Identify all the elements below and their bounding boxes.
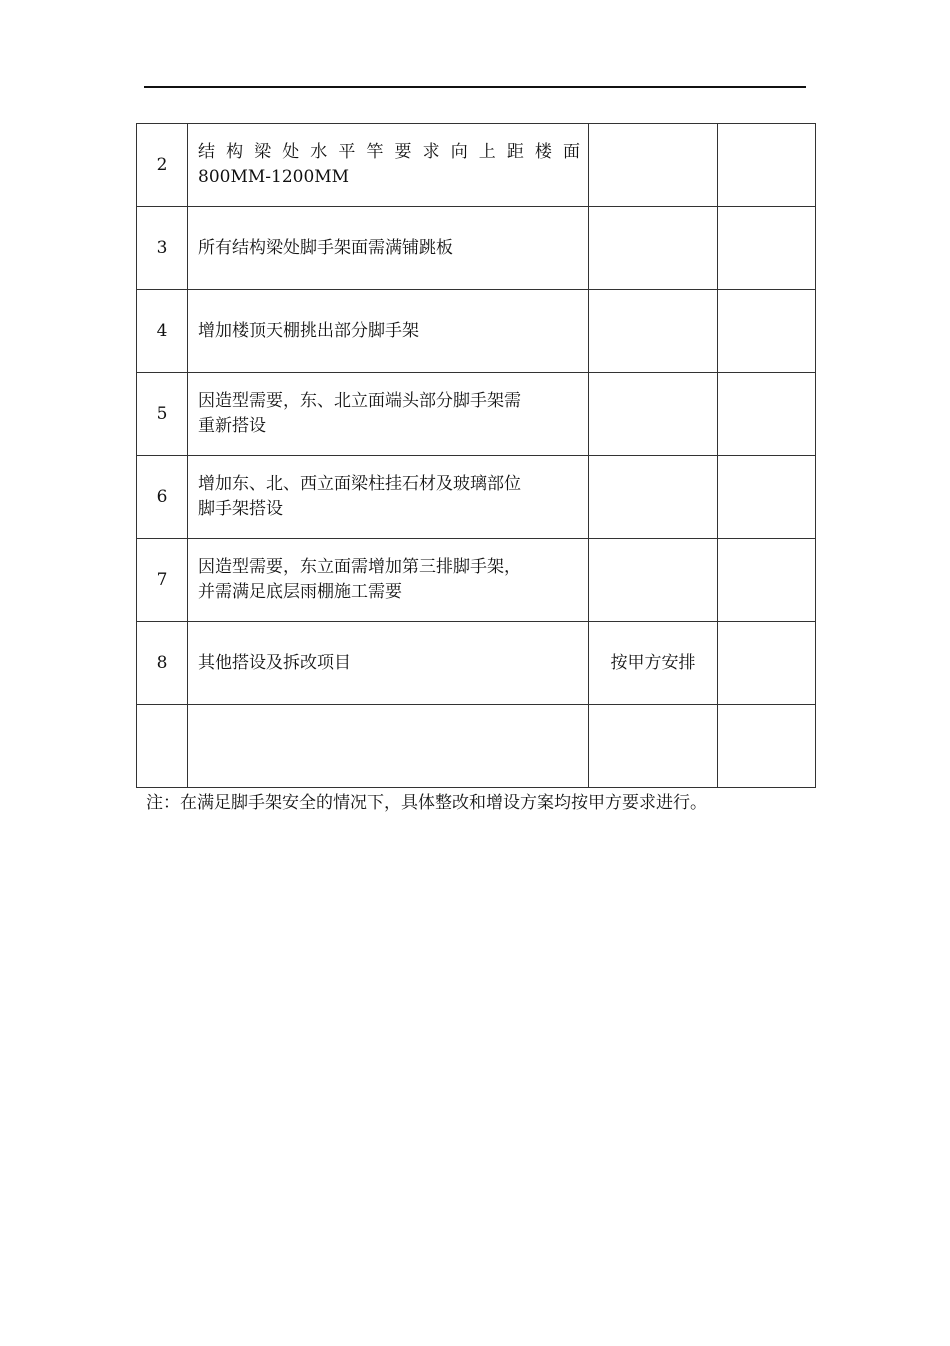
item-description-line: 重新搭设: [198, 416, 266, 436]
row-number: 7: [137, 539, 188, 622]
item-description-line: 结 构 梁 处 水 平 竿 要 求 向 上 距 楼 面: [198, 142, 580, 162]
item-extra: [718, 539, 816, 622]
row-number: 8: [137, 622, 188, 705]
item-description-line: 脚手架搭设: [198, 499, 283, 519]
item-description-line: 所有结构梁处脚手架面需满铺跳板: [198, 237, 453, 258]
table-row: [137, 539, 816, 622]
item-note: [589, 705, 718, 788]
item-note: [589, 207, 718, 290]
item-description-line: 因造型需要，东、北立面端头部分脚手架需: [198, 391, 521, 411]
footnote: 注：在满足脚手架安全的情况下，具体整改和增设方案均按甲方要求进行。: [146, 793, 707, 813]
item-description: [188, 373, 589, 456]
item-description: [188, 705, 589, 788]
table-row: [137, 124, 816, 207]
items-table: [136, 123, 816, 788]
row-number: 4: [137, 290, 188, 373]
item-description-line: 增加东、北、西立面梁柱挂石材及玻璃部位: [198, 474, 521, 494]
item-description-line: 因造型需要，东立面需增加第三排脚手架，: [198, 557, 521, 577]
row-number: 2: [137, 124, 188, 207]
table-row: [137, 705, 816, 788]
item-extra: [718, 373, 816, 456]
item-description: [188, 539, 589, 622]
table-row: [137, 290, 816, 373]
item-note: [589, 124, 718, 207]
item-note: 按甲方安排: [589, 622, 718, 705]
item-note: [589, 539, 718, 622]
item-description: [188, 124, 589, 207]
item-description: [188, 290, 589, 373]
item-extra: [718, 207, 816, 290]
item-description-line: 增加楼顶天棚挑出部分脚手架: [198, 320, 419, 341]
item-extra: [718, 124, 816, 207]
table-row: [137, 207, 816, 290]
header-rule: [144, 86, 806, 88]
item-description-line: 其他搭设及拆改项目: [198, 652, 351, 673]
item-extra: [718, 705, 816, 788]
item-note: [589, 290, 718, 373]
item-description: [188, 207, 589, 290]
item-extra: [718, 290, 816, 373]
table-row: [137, 622, 816, 705]
item-description: [188, 622, 589, 705]
item-description: [188, 456, 589, 539]
item-extra: [718, 456, 816, 539]
row-number: 6: [137, 456, 188, 539]
table-row: [137, 373, 816, 456]
item-note: [589, 373, 718, 456]
table-row: [137, 456, 816, 539]
item-note: [589, 456, 718, 539]
row-number: 5: [137, 373, 188, 456]
item-description-line: 并需满足底层雨棚施工需要: [198, 582, 402, 602]
item-description-line: 800MM-1200MM: [198, 167, 350, 187]
item-extra: [718, 622, 816, 705]
row-number: [137, 705, 188, 788]
row-number: 3: [137, 207, 188, 290]
